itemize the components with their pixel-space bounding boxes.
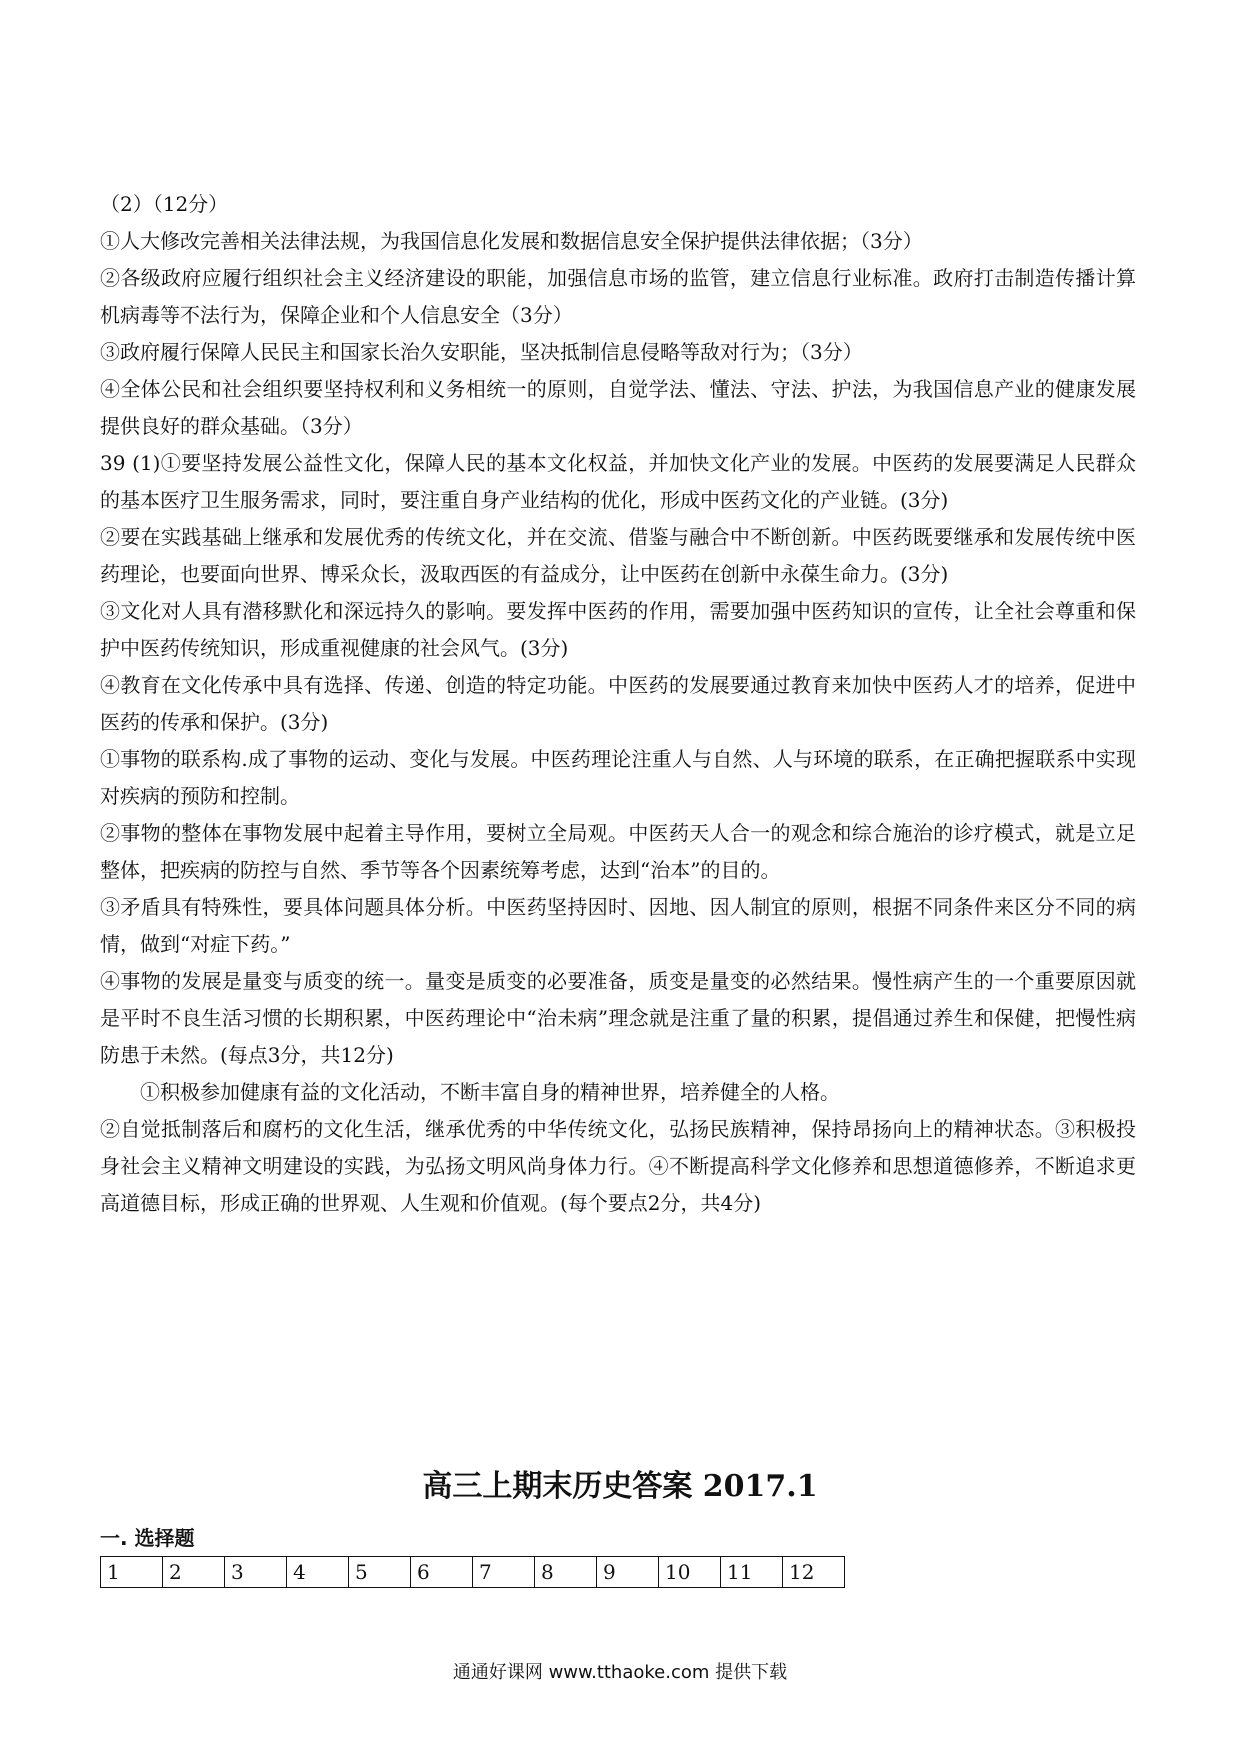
answer-paragraph: ②自觉抵制落后和腐朽的文化生活，继承优秀的中华传统文化，弘扬民族精神，保持昂扬向上的精神状态。③积极投身社会主义精神文明建设的实践，为弘扬文明风尚身体力行。④不断提高科学文化修养和思想道德修养，不断追求更高道德目标，形成正确的世界观、人生观和价值观。(每个要点2分，共4分) <box>100 1117 1136 1215</box>
answer-paragraph: ④教育在文化传承中具有选择、传递、创造的特定功能。中医药的发展要通过教育来加快中医药人才的培养，促进中医药的传承和保护。(3分) <box>100 673 1136 734</box>
question-number-cell: 4 <box>287 1557 349 1588</box>
answer-paragraph: ②要在实践基础上继承和发展优秀的传统文化，并在交流、借鉴与融合中不断创新。中医药既要继承和发展传统中医药理论，也要面向世界、博采众长，汲取西医的有益成分，让中医药在创新中永葆生命力。(3分) <box>100 525 1136 586</box>
answer-paragraph: ①事物的联系构.成了事物的运动、变化与发展。中医药理论注重人与自然、人与环境的联系，在正确把握联系中实现对疾病的预防和控制。 <box>100 747 1136 808</box>
answer-paragraph: ①人大修改完善相关法律法规，为我国信息化发展和数据信息安全保护提供法律依据；（3分） <box>100 229 923 253</box>
answer-table <box>100 1556 845 1588</box>
question-number-cell: 8 <box>535 1557 597 1588</box>
answer-paragraph: ③文化对人具有潜移默化和深远持久的影响。要发挥中医药的作用，需要加强中医药知识的宣传，让全社会尊重和保护中医药传统知识，形成重视健康的社会风气。(3分) <box>100 599 1136 660</box>
answer-paragraph: （2）（12分） <box>100 192 229 216</box>
answer-paragraph: ④全体公民和社会组织要坚持权利和义务相统一的原则，自觉学法、懂法、守法、护法，为我国信息产业的健康发展提供良好的群众基础。（3分） <box>100 377 1136 438</box>
question-number-cell: 7 <box>473 1557 535 1588</box>
question-number-cell: 9 <box>597 1557 659 1588</box>
question-number-cell: 3 <box>225 1557 287 1588</box>
question-number-row <box>101 1557 845 1588</box>
question-number-cell: 11 <box>721 1557 783 1588</box>
question-number-cell: 10 <box>659 1557 721 1588</box>
question-number-cell: 5 <box>349 1557 411 1588</box>
page-footer: 通通好课网 www.tthaoke.com 提供下载 <box>452 1662 788 1683</box>
answer-text-body <box>100 186 1136 1222</box>
question-number-cell: 1 <box>101 1557 163 1588</box>
multiple-choice-section-label: 一. 选择题 <box>100 1526 195 1550</box>
question-number-cell: 12 <box>783 1557 845 1588</box>
answer-paragraph: ④事物的发展是量变与质变的统一。量变是质变的必要准备，质变是量变的必然结果。慢性病产生的一个重要原因就是平时不良生活习惯的长期积累，中医药理论中“治未病”理念就是注重了量的积累，提倡通过养生和保健，把慢性病防患于未然。(每点3分，共12分) <box>100 969 1136 1067</box>
question-number-cell: 2 <box>163 1557 225 1588</box>
answer-paragraph: ②各级政府应履行组织社会主义经济建设的职能，加强信息市场的监管，建立信息行业标准。政府打击制造传播计算机病毒等不法行为，保障企业和个人信息安全（3分） <box>100 266 1136 327</box>
answer-paragraph: ①积极参加健康有益的文化活动，不断丰富自身的精神世界，培养健全的人格。 <box>140 1080 840 1104</box>
answer-paragraph: 39 (1)①要坚持发展公益性文化，保障人民的基本文化权益，并加快文化产业的发展。中医药的发展要满足人民群众的基本医疗卫生服务需求，同时，要注重自身产业结构的优化，形成中医药文化的产业链。(3分) <box>100 451 1136 512</box>
question-number-cell: 6 <box>411 1557 473 1588</box>
answer-paragraph: ③矛盾具有特殊性，要具体问题具体分析。中医药坚持因时、因地、因人制宜的原则，根据不同条件来区分不同的病情，做到“对症下药。” <box>100 895 1136 956</box>
answer-paragraph: ②事物的整体在事物发展中起着主导作用，要树立全局观。中医药天人合一的观念和综合施治的诊疗模式，就是立足整体，把疾病的防控与自然、季节等各个因素统筹考虑，达到“治本”的目的。 <box>100 821 1136 882</box>
answer-paragraph: ③政府履行保障人民民主和国家长治久安职能，坚决抵制信息侵略等敌对行为；（3分） <box>100 340 863 364</box>
history-answers-title: 高三上期末历史答案 2017.1 <box>422 1469 818 1504</box>
